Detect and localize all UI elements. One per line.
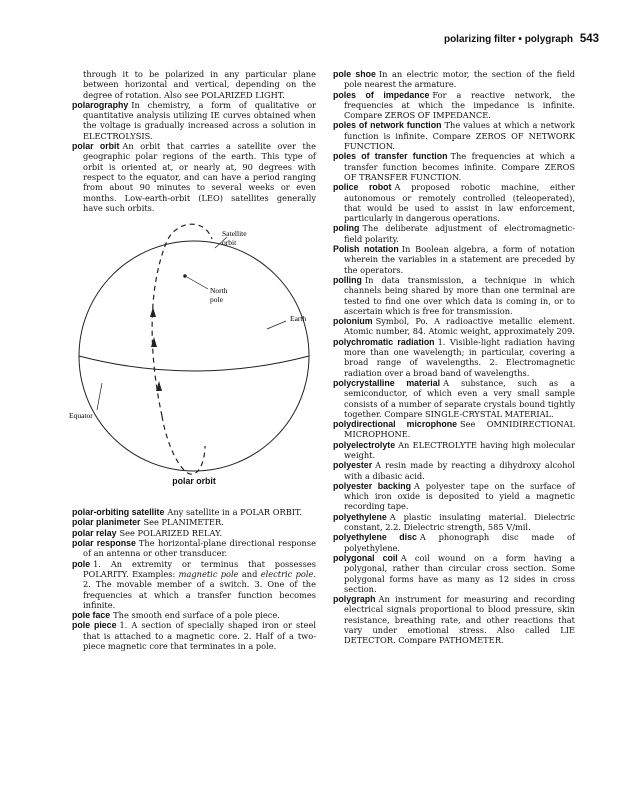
entry-text: The deliberate adjustment of electromagnetic-field polarity. [344, 223, 575, 244]
entry-term: poles of transfer function [333, 151, 448, 162]
entry [333, 275, 575, 316]
entry-text: . 2. The movable member of a switch. 3. One of the frequencies at which a transfer function becomes infinite. [83, 568, 317, 610]
entry [333, 223, 575, 244]
entry-text: For a reactive network, the frequencies at which the impedance is infinite. Compare ZEROS OF IMPEDANCE. [344, 89, 575, 121]
entry-example: electric pole [260, 568, 314, 579]
label-north: North [210, 286, 228, 296]
entry-term: poling [333, 223, 360, 234]
entry [333, 532, 575, 553]
entry-text: 1. A section of specially shaped iron or steel that is attached to a magnetic core. 2. Half of a two-piece magnetic core that terminates in a pole. [83, 620, 316, 652]
entry-text: In an electric motor, the section of the field pole nearest the armature. [344, 69, 575, 90]
entry [333, 69, 575, 90]
entry-text: A polyester tape on the surface of which iron oxide is deposited to yield a magnetic recording tape. [344, 480, 575, 512]
label-equator: Equator [69, 411, 93, 421]
polar-orbit-figure [69, 221, 316, 489]
entry [333, 316, 575, 337]
label-satellite: Satellite [222, 229, 247, 239]
entry-text: See OMNIDIRECTIONAL MICROPHONE. [344, 419, 575, 440]
entry-text: Any satellite in a POLAR ORBIT. [167, 507, 302, 518]
entry [333, 120, 575, 151]
entry [72, 538, 316, 559]
running-header [444, 33, 599, 45]
entry-text: In chemistry, a form of qualitative or quantitative analysis utilizing IE curves obtained when the voltage is gradually increased across a solution in ELECTROLYSIS. [83, 99, 316, 141]
entry-text: A proposed robotic machine, either autonomous or remotely controlled (teleoperated), that would be used to assist in law enforcement, particularly in dangerous operations. [344, 182, 575, 224]
entry-term: polydirectional microphone [333, 419, 458, 430]
entry-term: polar response [72, 538, 136, 549]
entry-text: A coil wound on a form having a polygonal, rather than circular cross section. Some polygonal forms have as many as 12 sides in cross section. [344, 552, 575, 594]
entry-text: See POLARIZED RELAY. [119, 527, 223, 538]
entry-text: The smooth end surface of a pole piece. [113, 610, 280, 621]
entry [333, 244, 575, 275]
entry-text: A substance, such as a semiconductor, of which even a very small sample consists of a number of separate crystals bound tightly together. Compare SINGLE-CRYSTAL MATERIAL. [344, 377, 576, 419]
entry [333, 378, 575, 419]
entry-text: A resin made by reacting a dihydroxy alcohol with a dibasic acid. [344, 460, 575, 481]
entry-text: and [238, 568, 261, 579]
earth-sphere [79, 241, 309, 471]
entry [72, 100, 316, 141]
entry-term: polling [333, 274, 362, 285]
entry-term: polygraph [333, 594, 376, 605]
entry-text: In data transmission, a technique in which channels being shared by more than one terminal are tested to find one over which data is coming in, or to ascertain which is free for transmission. [344, 274, 575, 316]
entry-term: polycrystalline material [333, 377, 441, 388]
page-number: 543 [579, 33, 599, 45]
entry [72, 141, 316, 213]
entry-text: The values at which a network function is infinite. Compare ZEROS OF NETWORK FUNCTION. [344, 120, 575, 152]
left-top-entries [72, 69, 316, 213]
entry-term: poles of impedance [333, 89, 430, 100]
satellite-orbit-lower [162, 416, 205, 474]
entry-term: polyethylene disc [333, 532, 417, 543]
entry [333, 440, 575, 461]
entry-term: polarography [72, 99, 129, 110]
entry-text: An instrument for measuring and recording electrical signals proportional to blood pressure, skin resistance, breathing rate, and other reactions that vary under emotional stress. Also called LIE DETECTOR. Compare PATHOMETER. [344, 594, 575, 646]
entry [333, 337, 575, 378]
entry [333, 90, 575, 121]
left-bottom-entries [72, 507, 316, 651]
entry-term: pole [72, 558, 91, 569]
entry [72, 69, 316, 100]
entry-text: A phonograph disc made of polyethylene. [344, 532, 575, 553]
orbit-arrow-icon [150, 307, 156, 317]
entry-term: polar planimeter [72, 517, 141, 528]
entry-text: An orbit that carries a satellite over the geographic polar regions of the earth. This type of orbit is oriented at, or nearly at, 90 degrees with respect to the equator, and can have a period ranging from about 90 minutes to several weeks or even months. Low-earth-orbit (LEO) satellites generally have such orbits. [83, 141, 316, 213]
north-pole-leader [187, 277, 208, 289]
entry [333, 419, 575, 440]
north-pole-dot [183, 274, 187, 278]
figure-caption: polar orbit [172, 476, 216, 487]
entry-term: polyelectrolyte [333, 439, 396, 450]
right-column [333, 69, 575, 646]
entry-text: The horizontal-plane directional response of an antenna or other transducer. [83, 538, 316, 559]
entry-term: pole piece [72, 620, 117, 631]
label-earth: Earth [290, 314, 307, 324]
entry-term: polar-orbiting satellite [72, 507, 165, 518]
entry-text: An ELECTROLYTE having high molecular weight. [344, 439, 575, 460]
entry-term: Polish notation [333, 244, 399, 255]
equator-line [79, 356, 309, 371]
entry [72, 620, 316, 651]
polar-orbit-diagram [69, 221, 316, 489]
entry [333, 594, 575, 645]
entry-term: polyester [333, 460, 373, 471]
entry [333, 553, 575, 594]
entry-term: polar orbit [72, 141, 120, 152]
entry-text: The frequencies at which a transfer function becomes infinite. Compare ZEROS OF TRANSFER FUNCTION. [344, 151, 575, 182]
entry-term: polonium [333, 316, 373, 327]
entry-term: polyethylene [333, 511, 387, 522]
entry [333, 151, 575, 182]
entry-term: police robot [333, 182, 392, 193]
entry [333, 182, 575, 223]
entry-text: See PLANIMETER. [143, 517, 224, 528]
satellite-orbit [152, 224, 212, 416]
entry [72, 507, 316, 517]
entry-text: 1. Visible-light radiation having more than one wavelength; in particular, covering a broad range of wavelengths. 2. Electromagnetic radiation over a broad band of wavelengths. [344, 336, 575, 378]
entry-example: magnetic pole [178, 568, 239, 579]
entry-text: A plastic insulating material. Dielectric constant, 2.2. Dielectric strength, 585 V/mil. [344, 511, 575, 533]
entry [72, 559, 316, 610]
entry [333, 512, 575, 533]
entry [72, 610, 316, 620]
entry [333, 460, 575, 481]
equator-leader [97, 383, 102, 410]
entry-term: polygonal coil [333, 552, 398, 563]
left-column [69, 69, 317, 652]
entry-term: polychromatic radiation [333, 336, 435, 347]
entry-term: poles of network function [333, 120, 442, 131]
entry-term: pole face [72, 610, 111, 621]
entry-term: pole shoe [333, 69, 376, 79]
entry-text: 1. An extremity or terminus that possesses POLARITY. Examples: [83, 558, 316, 579]
entry-text: Symbol, Po. A radioactive metallic element. Atomic number, 84. Atomic weight, approximately 209. [344, 316, 575, 337]
header-title: polarizing filter • polygraph [443, 34, 574, 45]
entry [72, 517, 316, 527]
entry [72, 528, 316, 538]
earth-leader [267, 321, 286, 329]
entry-text: through it to be polarized in any particular plane between horizontal and vertical, depending on the degree of rotation. Also see POLARIZED LIGHT. [83, 69, 316, 100]
entry-term: polar relay [72, 527, 117, 538]
entry-text: In Boolean algebra, a form of notation wherein the variables in a statement are preceded by the operators. [344, 244, 575, 275]
label-orbit: orbit [222, 238, 237, 248]
entry-term: polyester backing [333, 480, 412, 491]
label-pole: pole [210, 295, 223, 305]
entry [333, 481, 575, 512]
